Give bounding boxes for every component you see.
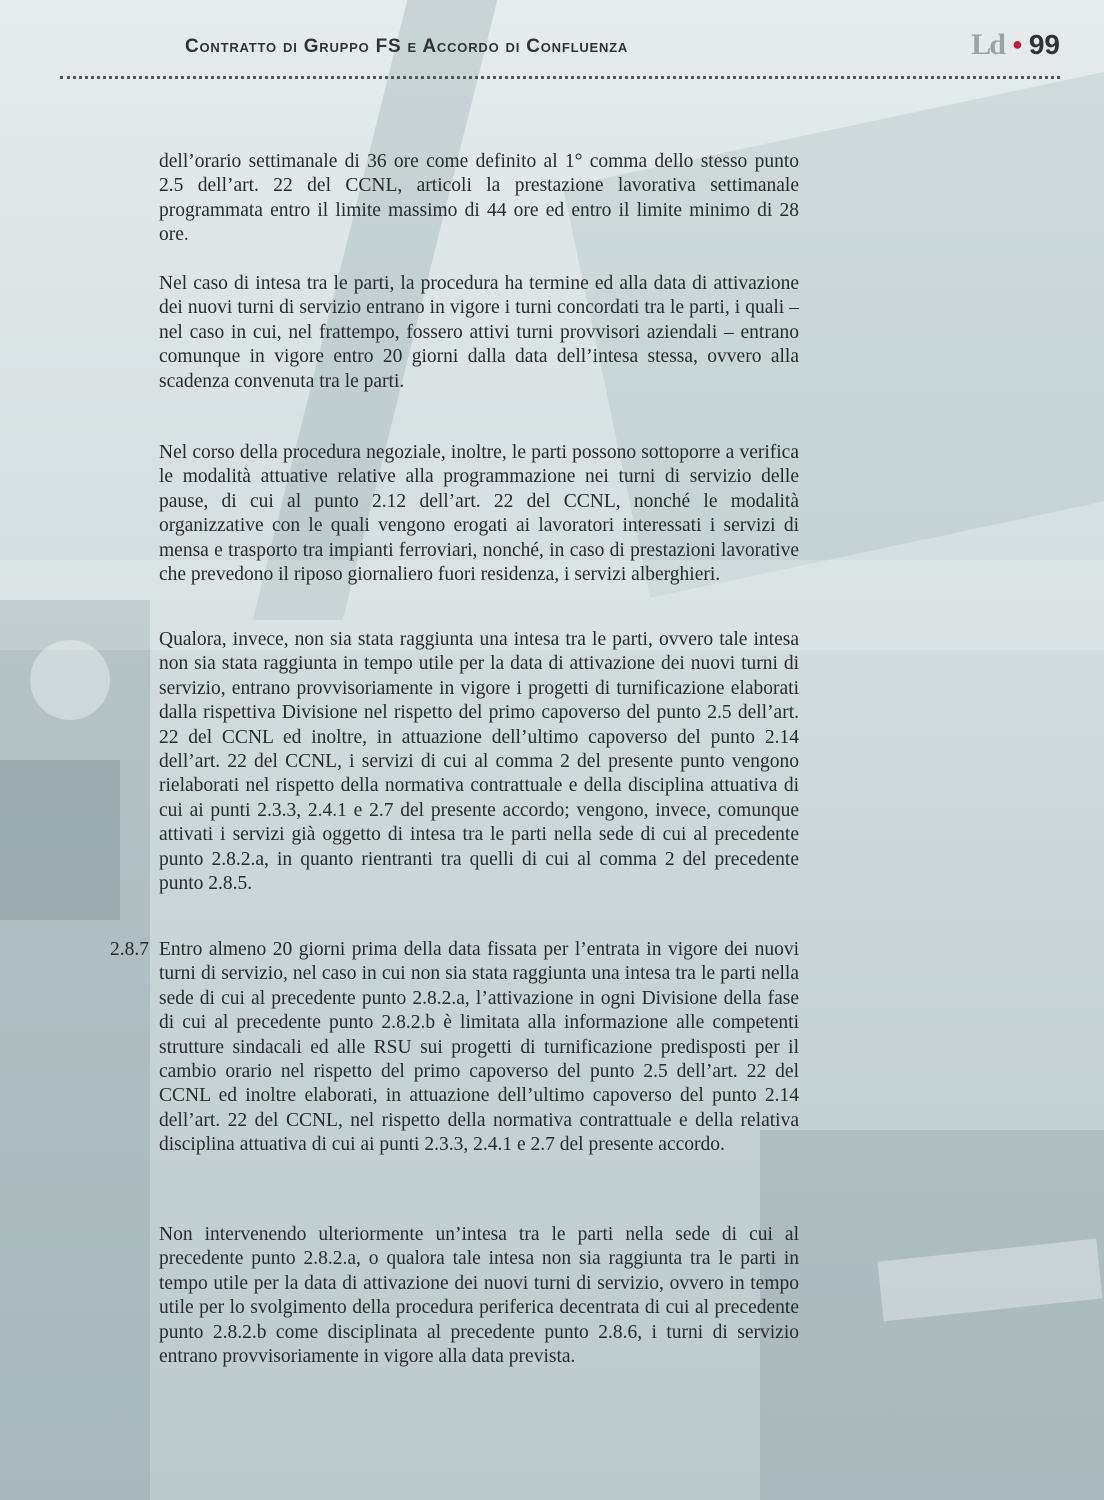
logo: Ld — [971, 28, 1004, 61]
section-number: 2.8.7 — [110, 939, 149, 960]
page-header — [60, 28, 1060, 78]
paragraph: Nel corso della procedura negoziale, inoltre, le parti possono sottoporre a verifica le modalità attuative relative alla programmazione nei turni di servizio delle pause, di cui al punto 2.12 dell’art. 22 del CCNL, nonché le modalità organizzative con le quali vengono erogati ai lavoratori interessati i servizi di mensa e trasporto tra impianti ferroviari, nonché, in caso di prestazioni lavorative che prevedono il riposo giornaliero fuori residenza, i servizi alberghieri. — [159, 442, 799, 586]
paragraph: Non intervenendo ulteriormente un’intesa tra le parti nella sede di cui al precedente punto 2.8.2.a, o qualora tale intesa non sia raggiunta tra le parti in tempo utile per la data di attivazione dei nuovi turni di servizio, ovvero in tempo utile per lo svolgimento della procedura periferica decentrata di cui al precedente punto 2.8.2.b come disciplinata al precedente punto 2.8.6, i turni di servizio entrano provvisoriamente in vigore alla data prevista. — [159, 1224, 799, 1368]
page-number: 99 — [1028, 29, 1060, 60]
paragraph: Entro almeno 20 giorni prima della data fissata per l’entrata in vigore dei nuovi turni di servizio, nel caso in cui non sia stata raggiunta una intesa tra le parti nella sede di cui al precedente punto 2.8.2.a, l’attivazione in ogni Divisione della fase di cui al precedente punto 2.8.2.b è limitata alla informazione alle competenti strutture sindacali ed alle RSU sui progetti di turnificazione predisposti per il cambio orario nel rispetto del primo capoverso del punto 2.5 dell’art. 22 del CCNL ed inoltre elaborati, in attuazione dell’ultimo capoverso del punto 2.14 dell’art. 22 del CCNL, nel rispetto della normativa contrattuale e della relativa disciplina attuativa di cui ai punti 2.3.3, 2.4.1 e 2.7 del presente accordo. — [159, 939, 799, 1156]
header-title: Contratto di Gruppo FS e Accordo di Confluenza — [185, 36, 629, 57]
paragraph: Nel caso di intesa tra le parti, la procedura ha termine ed alla data di attivazione dei nuovi turni di servizio entrano in vigore i turni concordati tra le parti, i quali – nel caso in cui, nel frattempo, fossero attivi turni provvisori aziendali – entrano comunque in vigore entro 20 giorni dalla data dell’intesa stessa, ovvero alla scadenza convenuta tra le parti. — [159, 273, 799, 392]
page-number-group — [971, 28, 1060, 62]
bullet-icon: ● — [1011, 34, 1023, 54]
paragraph: Qualora, invece, non sia stata raggiunta una intesa tra le parti, ovvero tale intesa non sia stata raggiunta in tempo utile per la data di attivazione dei nuovi turni di servizio, entrano provvisoriamente in vigore i progetti di turnificazione elaborati dalla rispettiva Divisione nel rispetto del primo capoverso del punto 2.5 dell’art. 22 del CCNL ed inoltre, in attuazione dell’ultimo capoverso del punto 2.14 dell’art. 22 del CCNL, i servizi di cui al comma 2 del presente punto vengono rielaborati nel rispetto della normativa contrattuale e della disciplina attuativa di cui ai punti 2.3.3, 2.4.1 e 2.7 del presente accordo; vengono, invece, comunque attivati i servizi già oggetto di intesa tra le parti nella sede di cui al precedente punto 2.8.2.a, in quanto rientranti tra quelli di cui al comma 2 del precedente punto 2.8.5. — [159, 629, 799, 895]
dotted-divider — [60, 76, 1060, 79]
paragraph: dell’orario settimanale di 36 ore come definito al 1° comma dello stesso punto 2.5 dell’art. 22 del CCNL, articoli la prestazione lavorativa settimanale programmata entro il limite massimo di 44 ore ed entro il limite minimo di 28 ore. — [159, 151, 799, 246]
